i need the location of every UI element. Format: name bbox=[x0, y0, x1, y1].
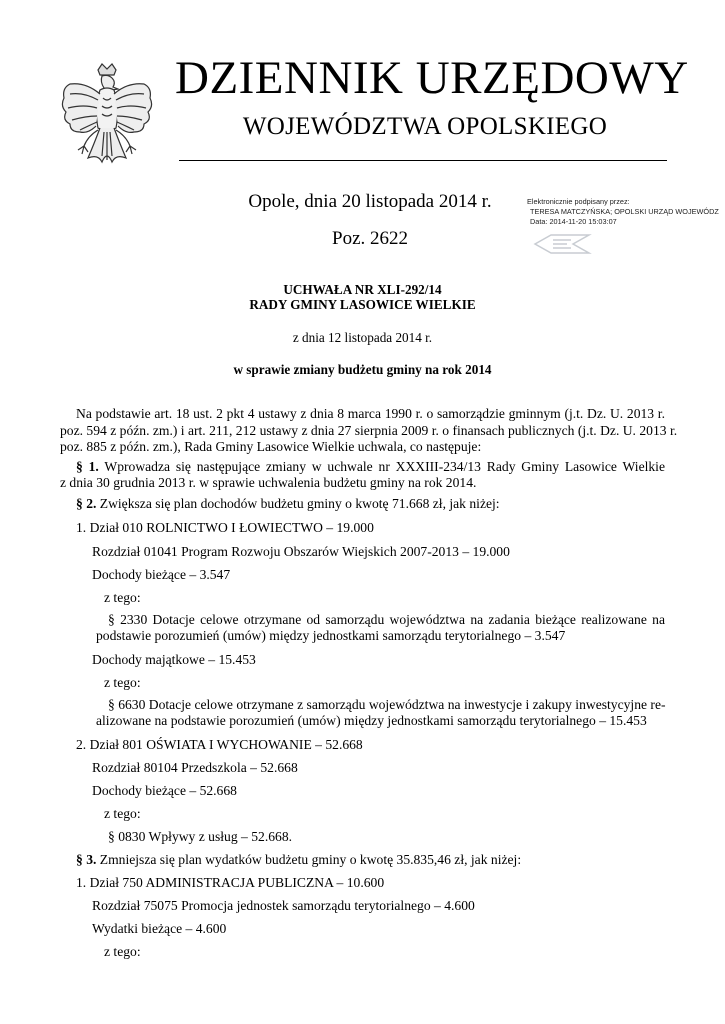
preamble-line-2: poz. 594 z późn. zm.) i art. 211, 212 ustawy z dnia 27 sierpnia 2009 r. o finansach publicznych (j.t. Dz. U. 2013 r. bbox=[60, 423, 678, 438]
of-which-label-1: z tego: bbox=[104, 590, 141, 605]
income-division-1-capital: Dochody majątkowe – 15.453 bbox=[92, 652, 256, 667]
section-1-line-2: z dnia 30 grudnia 2013 r. w sprawie uchwalenia budżetu gminy na rok 2014. bbox=[60, 475, 477, 490]
section-2-text: Zwiększa się plan dochodów budżetu gminy o kwotę 71.668 zł, jak niżej: bbox=[96, 496, 500, 511]
income-division-1-chapter: Rozdział 01041 Program Rozwoju Obszarów Wiejskich 2007-2013 – 19.000 bbox=[92, 544, 510, 559]
section-2-line bbox=[76, 496, 500, 513]
section-2-label: § 2. bbox=[76, 496, 97, 511]
of-which-label-3: z tego: bbox=[104, 806, 141, 821]
header-divider bbox=[179, 160, 667, 161]
of-which-label-2: z tego: bbox=[104, 675, 141, 690]
signature-date: Data: 2014-11-20 15:03:07 bbox=[530, 217, 617, 226]
paragraph-2330-line-1: § 2330 Dotacje celowe otrzymane od samorządu województwa na zadania bieżące realizowane na bbox=[108, 612, 665, 627]
preamble-line-1: Na podstawie art. 18 ust. 2 pkt 4 ustawy z dnia 8 marca 1990 r. o samorządzie gminnym (j.t. Dz. U. 2013 r. bbox=[76, 406, 665, 421]
section-3-line bbox=[76, 852, 521, 869]
section-1-text-1: Wprowadza się następujące zmiany w uchwale nr XXXIII-234/13 Rady Gminy Lasowice Wielkie bbox=[98, 459, 665, 474]
paragraph-0830: § 0830 Wpływy z usług – 52.668. bbox=[108, 829, 293, 844]
electronic-signature-block bbox=[527, 197, 719, 227]
section-1-line-1 bbox=[76, 459, 665, 476]
income-division-1: 1. Dział 010 ROLNICTWO I ŁOWIECTWO – 19.000 bbox=[76, 520, 374, 535]
resolution-title-line1: UCHWAŁA NR XLI-292/14 bbox=[283, 282, 442, 297]
income-division-2: 2. Dział 801 OŚWIATA I WYCHOWANIE – 52.668 bbox=[76, 737, 363, 752]
income-division-2-current: Dochody bieżące – 52.668 bbox=[92, 783, 237, 798]
section-3-label: § 3. bbox=[76, 852, 97, 867]
eagle-emblem-icon bbox=[58, 62, 156, 174]
journal-title: DZIENNIK URZĘDOWY bbox=[175, 52, 689, 104]
signature-logo-icon bbox=[533, 233, 593, 255]
income-division-2-chapter: Rozdział 80104 Przedszkola – 52.668 bbox=[92, 760, 298, 775]
section-1-label: § 1. bbox=[76, 459, 99, 474]
journal-subtitle: WOJEWÓDZTWA OPOLSKIEGO bbox=[242, 113, 608, 140]
section-3-text: Zmniejsza się plan wydatków budżetu gminy o kwotę 35.835,46 zł, jak niżej: bbox=[96, 852, 522, 867]
expense-division-1: 1. Dział 750 ADMINISTRACJA PUBLICZNA – 10.600 bbox=[76, 875, 385, 890]
of-which-label-4: z tego: bbox=[104, 944, 141, 959]
signature-label: Elektronicznie podpisany przez: bbox=[527, 197, 630, 206]
paragraph-2330-line-2: podstawie porozumień (umów) między jednostkami samorządu terytorialnego – 3.547 bbox=[96, 628, 566, 643]
expense-division-1-chapter: Rozdział 75075 Promocja jednostek samorządu terytorialnego – 4.600 bbox=[92, 898, 475, 913]
preamble-line-3: poz. 885 z późn. zm.), Rada Gminy Lasowice Wielkie uchwala, co następuje: bbox=[60, 439, 482, 454]
paragraph-6630-line-2: alizowane na podstawie porozumień (umów) między jednostkami samorządu terytorialnego – 15.453 bbox=[96, 713, 647, 728]
resolution-subject: w sprawie zmiany budżetu gminy na rok 2014 bbox=[233, 362, 492, 377]
place-date: Opole, dnia 20 listopada 2014 r. bbox=[248, 191, 492, 212]
paragraph-6630-line-1: § 6630 Dotacje celowe otrzymane z samorządu województwa na inwestycje i zakupy inwestycyjne re- bbox=[108, 697, 666, 712]
position-number: Poz. 2622 bbox=[332, 228, 408, 249]
signature-signer: TERESA MATCZYŃSKA; OPOLSKI URZĄD WOJEWÓDZ bbox=[530, 207, 719, 216]
resolution-date: z dnia 12 listopada 2014 r. bbox=[292, 330, 433, 345]
expense-division-1-current: Wydatki bieżące – 4.600 bbox=[92, 921, 227, 936]
income-division-1-current: Dochody bieżące – 3.547 bbox=[92, 567, 231, 582]
resolution-title-line2: RADY GMINY LASOWICE WIELKIE bbox=[249, 297, 476, 312]
